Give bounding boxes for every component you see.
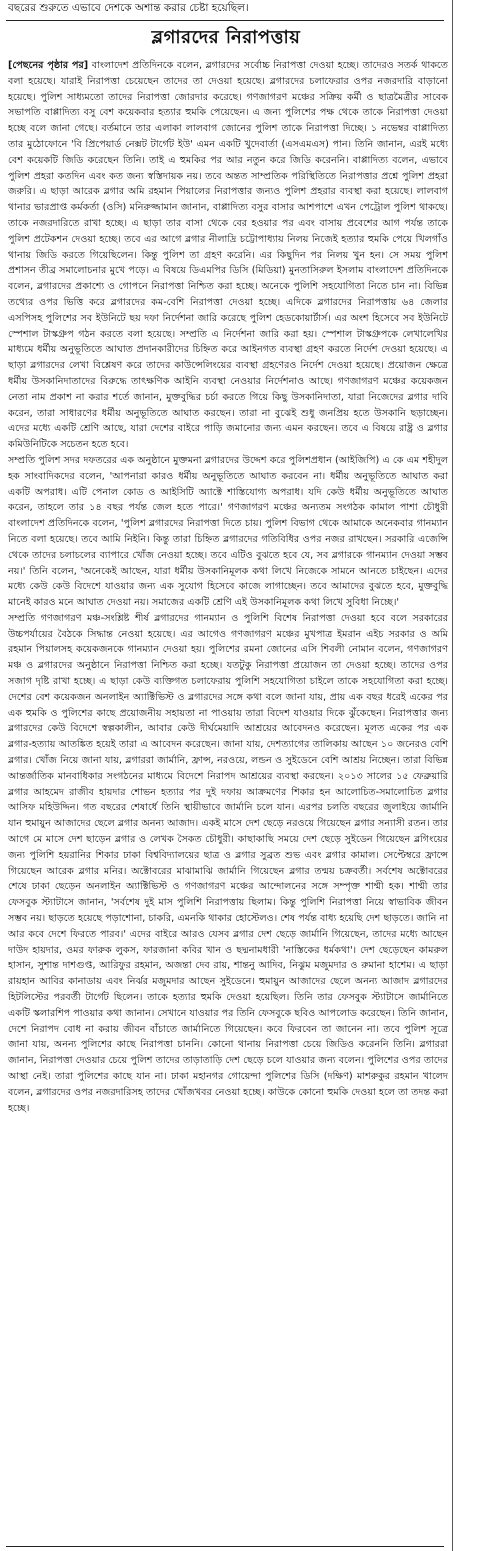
bottom-divider xyxy=(6,1546,444,1547)
column-divider xyxy=(452,0,453,1551)
paragraph-text: সম্প্রতি পুলিশ সদর দফতরের এক অনুষ্ঠানে মুক্তমনা ব্লগারদের উদ্দেশ করে পুলিশপ্রধান (আইজিপি) এ কে এম শহীদুল হক সাংবাদিকদের বলেন, 'আপনারা কারও ধর্মীয় অনুভূতিতে আঘাত করবেন না। ধর্মীয় অনুভূতিতে আঘাত করা একটি অপরাধ। এটি পেনাল কোড ও আইসিটি অ্যাক্টে শাস্তিযোগ্য অপরাধ। যদি কেউ ধর্মীয় অনুভূতিতে আঘাত করেন, তাহলে তার ১৪ বছর পর্যন্ত জেল হতে পারে।' গণজাগরণ মঞ্চের অন্যতম সংগঠক কামাল পাশা চৌধুরী বাংলাদেশ প্রতিদিনকে বলেন, 'পুলিশ ব্লগারদের নিরাপত্তা দিতে চায়। পুলিশ বিভাগ থেকে আমাকে অনেকবার গানম্যান নিতে বলা হয়েছে। তবে আমি নিইনি। কিন্তু তারা চিহ্নিত ব্লগারদের গতিবিধির ওপর নজর রাখছেন। সরকারি এজেন্সি থেকে তাদের চলাচলের ব্যাপারে খোঁজ নেওয়া হচ্ছে। তবে এটিও বুঝতে হবে যে, সব ব্লগারকে গানম্যান দেওয়া সম্ভব নয়।' তিনি বলেন, 'অনেকেই আছেন, যারা ধর্মীয় উসকানিমূলক কথা লিখে নিজেকে সামনে আনতে চাইছেন। এদের মধ্যে কেউ কেউ বিদেশে যাওয়ার জন্য এক সুযোগ হিসেবে কাজে লাগাচ্ছেন। তবে আমাদের বুঝতে হবে, মুক্তবুদ্ধি মানেই কারও মনে আঘাত দেওয়া নয়। সমাজের একটি শ্রেণি এই উসকানিমূলক কথা লিখে সুবিধা নিচ্ছে।' xyxy=(8,454,448,609)
paragraph-text: বাংলাদেশ প্রতিদিনকে বলেন, ব্লগারদের সর্বোচ্চ নিরাপত্তা দেওয়া হচ্ছে। তাদেরও সতর্ক থাকতে বলা হয়েছে। যারাই নিরাপত্তা চেয়েছেন তাদের তা দেওয়া হয়েছে। ব্লগারদের চলাফেরার ওপর নজরদারি বাড়ানো হয়েছে। পুলিশ সাধ্যমতো তাদের নিরাপত্তা জোরদার করেছে। গণজাগরণ মঞ্চের সক্রিয় কর্মী ও ছাত্রমৈত্রীর সাবেক সভাপতি বাপ্পাদিত্য বসু বেশ কয়েকবার হত্যার হুমকি পেয়েছেন। এ জন্য পুলিশের পক্ষ থেকে তাকে নিরাপত্তা দেওয়া হচ্ছে বলে জানা গেছে। বর্তমানে তার এলাকা লালবাগ জোনের পুলিশ তাকে নিরাপত্তা দিচ্ছে। ১ নভেম্বর বাপ্পাদিত্য তার মুঠোফোনে 'বি প্রিপেয়ার্ড নেক্সট টার্গেট ইউ' এমন একটি খুদেবার্তা (এসএমএস) পান। তিনি জানান, এরই মধ্যে বেশ কয়েকটি জিডি করেছেন তিনি। তাই এ হুমকির পর আর নতুন করে জিডি করেননি। বাপ্পাদিত্য বলেন, এভাবে পুলিশ প্রহরা কতদিন এবং কত জন্য স্বস্তিদায়ক নয়। তবে অন্তত সাম্প্রতিক পরিস্থিতিতে নিরাপত্তার প্রশ্নে পুলিশ প্রহরা জরুরি। এ ছাড়া আরেক ব্লগার অমি রহমান পিয়ালের নিরাপত্তার জন্যও পুলিশ প্রহরার ব্যবস্থা করা হয়েছে। লালবাগ থানার ভারপ্রাপ্ত কর্মকর্তা (ওসি) মনিরুজ্জামান জানান, বাপ্পাদিত্য বসুর বাসার আশপাশে এখন পেট্রোল পুলিশ থাকছে। তাকে নজরদারিতে রাখা হচ্ছে। এ ছাড়া তার বাসা থেকে বের হওয়ার পর এবং বাসায় প্রবেশের আগ পর্যন্ত তাকে পুলিশ প্রটেকশন দেওয়া হচ্ছে। তবে এর আগে ব্লগার নীলাদ্রি চট্টোপাধ্যায় নিলয় নিজেই হত্যার হুমকি পেয়ে খিলগাঁও থানায় জিডি করতে গিয়েছিলেন। কিন্তু পুলিশ তা গ্রহণ করেনি। এর কিছুদিন পর নিলয় খুন হন। সে সময় পুলিশ প্রশাসন তীব্র সমালোচনার মুখে পড়ে। এ বিষয়ে ডিএমপির ডিসি (মিডিয়া) মুনতাসিরুল ইসলাম বাংলাদেশ প্রতিদিনকে বলেন, ব্লগারদের প্রকাশ্যে ও গোপনে নিরাপত্তা নিশ্চিত করা হচ্ছে। অনেকে পুলিশি সহযোগিতা নিতে চান না। বিভিন্ন তথ্যের ওপর ভিত্তি করে ব্লগারদের কম-বেশি নিরাপত্তা দেওয়া হচ্ছে। এদিকে ব্লগারদের নিরাপত্তায় ৬৪ জেলার এসপিসহ পুলিশের সব ইউনিটে ছয় দফা নির্দেশনা জারি করেছে পুলিশ হেডকোয়ার্টার্স। এর অংশ হিসেবে সব ইউনিটে স্পেশাল টাস্কগ্রুপ গঠন করতে বলা হয়েছে। সম্প্রতি এ নির্দেশনা জারি করা হয়। স্পেশাল টাস্কগ্রুপকে লেখালেখির মাধ্যমে ধর্মীয় অনুভূতিতে আঘাত প্রদানকারীদের চিহ্নিত করে আইনগত ব্যবস্থা গ্রহণ করতে নির্দেশ দেওয়া হয়েছে। এ ছাড়া ব্লগারদের লেখা বিশ্লেষণ করে তাদের কাউন্সেলিংয়ের ব্যবস্থা গ্রহণেরও নির্দেশ দেওয়া হয়েছে। প্রয়োজন ক্ষেত্রে ধর্মীয় উসকানিদাতাদের বিরুদ্ধে তাৎক্ষণিক আইনি ব্যবস্থা নেওয়ার নির্দেশনাও আছে। গণজাগরণ মঞ্চের কয়েকজন নেতা নাম প্রকাশ না করার শর্তে জানান, মুক্তবুদ্ধির চর্চা করতে গিয়ে কিছু উসকানিদাতা, যারা নিজেদের ব্লগার দাবি করেন, তারা সাধারণের ধর্মীয় অনুভূতিতে আঘাত করছেন। তারা না বুঝেই শুধু জনপ্রিয় হতে উসকানি ছড়াচ্ছেন। এদের মধ্যে একটি শ্রেণি আছে, যারা দেশের বাইরে পাড়ি জমানোর জন্য এমন করছেন। তবে এ বিষয়ে রাষ্ট্র ও ব্লগার কমিউনিটিকে সচেতন হতে হবে। xyxy=(8,60,448,451)
article-paragraph xyxy=(8,453,448,611)
article-paragraph xyxy=(8,611,448,1117)
top-divider xyxy=(6,20,444,21)
jump-label: [পেছনের পৃষ্ঠার পর] xyxy=(8,60,89,71)
article-paragraph xyxy=(8,58,448,453)
adjacent-column-edge xyxy=(456,0,480,1551)
article-headline: ব্লগারদের নিরাপত্তায় xyxy=(151,27,301,48)
article-body xyxy=(8,58,448,1543)
previous-article-tail: বছরের শুরুতে এভাবে দেশকে অশান্ত করার চেষ্টা হয়েছিল। xyxy=(8,2,249,14)
paragraph-text: সম্প্রতি গণজাগরণ মঞ্চ-সংশ্লিষ্ট শীর্ষ ব্লগারদের গানম্যান ও পুলিশি বিশেষ নিরাপত্তা দেওয়া হবে বলে সরকারের উচ্চপর্যায়ের বৈঠকে সিদ্ধান্ত নেওয়া হয়েছে। এর আগেও গণজাগরণ মঞ্চের মুখপাত্র ইমরান এইচ সরকার ও অমি রহমান পিয়ালসহ কয়েকজনকে গানম্যান দেওয়া হয়। পুলিশের রমনা জোনের এসি শিবলী নোমান বলেন, গণজাগরণ মঞ্চ ও ব্লগারদের অনুষ্ঠানে নিরাপত্তা নিশ্চিত করা হচ্ছে। যতটুকু নিরাপত্তা প্রয়োজন তা দেওয়া হচ্ছে। তাদের ওপর সজাগ দৃষ্টি রাখা হচ্ছে। এ ছাড়া কেউ ব্যক্তিগত চলাফেরায় পুলিশি সহযোগিতা চাইলে তাকে সহযোগিতা করা হচ্ছে। দেশের বেশ কয়েকজন অনলাইন অ্যাক্টিভিস্ট ও ব্লগারদের সঙ্গে কথা বলে জানা যায়, প্রায় এক বছর ধরেই একের পর এক হুমকি ও পুলিশের কাছে প্রয়োজনীয় সহায়তা না পাওয়ায় তারা বিদেশ যাওয়ার দিকে ঝুঁকেছেন। নিরাপত্তার জন্য ব্লগারদের কেউ বিদেশে স্বল্পকালীন, আবার কেউ দীর্ঘমেয়াদি আশ্রয়ের আবেদনও করেছেন। মূলত একের পর এক ব্লগার-হত্যায় আতঙ্কিত হয়েই তারা এ আবেদন করেছেন। জানা যায়, দেশত্যাগের তালিকায় আছেন ১০ জনেরও বেশি ব্লগার। খোঁজ নিয়ে জানা যায়, ব্লগাররা জার্মানি, ফ্রান্স, নরওয়ে, লন্ডন ও সুইডেনে বেশি আশ্রয় নিচ্ছেন। তারা বিভিন্ন আন্তর্জাতিক মানবাধিকার সংগঠনের মাধ্যমে বিদেশে নিরাপদ আশ্রয়ের ব্যবস্থা করছেন। ২০১৩ সালের ১৫ ফেব্রুয়ারি ব্লগার আহমেদ রাজীব হায়দার শোভন হত্যার পর দুই দফায় আক্রমণের শিকার হন আলোচিত-সমালোচিত ব্লগার আসিফ মহিউদ্দিন। গত বছরের শেষার্ধে তিনি স্থায়ীভাবে জার্মানি চলে যান। এরপর চলতি বছরের জুলাইয়ে জার্মানি যান হুমায়ুন আজাদের ছেলে ব্লগার অনন্য আজাদ। একই মাসে দেশ ছেড়ে নরওয়ে গিয়েছেন ব্লগার সন্যাসী রতন। তার আগে মে মাসে দেশ ছাড়েন ব্লগার ও লেখক সৈকত চৌধুরী। কাছাকাছি সময়ে দেশ ছেড়ে সুইডেন গিয়েছেন ব্লগিংয়ের জন্য পুলিশি হয়রানির শিকার ঢাকা বিশ্ববিদ্যালয়ের ছাত্র ও ব্লগার সুব্রত শুভ এবং ব্লগার কামাল। সেপ্টেম্বরে ফ্রান্সে গিয়েছেন আরেক ব্লগার মনির। অক্টোবরের মাঝামাঝি জার্মানি গিয়েছেন ব্লগার তন্ময় চক্রবর্তী। সর্বশেষ অক্টোবরের শেষে ঢাকা ছেড়েন অনলাইন অ্যাক্টিভিস্ট ও গণজাগরণ মঞ্চের আন্দোলনের সঙ্গে সম্পৃক্ত শাম্মী হক। শাম্মী তার ফেসবুক স্ট্যাটাসে জানান, 'সর্বশেষ দুই মাস পুলিশি নিরাপত্তায় ছিলাম। কিন্তু পুলিশি নিরাপত্তা নিয়ে স্বাভাবিক জীবন সম্ভব নয়। ছাড়তে হয়েছে পড়াশোনা, চাকরি, এমনকি থাকার হোস্টেলও। শেষ পর্যন্ত বাধ্য হয়েছি দেশ ছাড়তে। জানি না আর কবে দেশে ফিরতে পারব।' এদের বাইরে আরও যেসব ব্লগার দেশ ছেড়ে জার্মানি গিয়েছেন, তাদের মধ্যে আছেন দাউদ হায়দার, ওমর ফারুক লুকস, ফারজানা কবির খান ও ছদ্মনামধারী 'নাস্তিকের ধর্মকথা'। দেশ ছেড়েছেন কামরুল হাসান, সুশান্ত দাশগুপ্ত, আরিফুর রহমান, অজন্তা দেব রায়, শান্তনু আদিব, নিঝুম মজুমদার ও রুমানা হাশেম। এ ছাড়া রায়হান আবির কানাডায় এবং নির্ঝর মজুমদার আছেন সুইডেনে। হুমায়ুন আজাদের ছেলে অনন্য আজাদ ব্লগারদের হিটলিস্টের পরবর্তী টার্গেট ছিলেন। তাকে হত্যার হুমকি দেওয়া হয়েছিল। তিনি তার ফেসবুক স্ট্যাটাসে জার্মানিতে একটি স্কলারশিপ পাওয়ার কথা জানান। সেখানে যাওয়ার পর তিনি ফেসবুকে ছবিও আপলোড করেছেন। তিনি জানান, দেশে নিরাপদ বোধ না করায় জীবন বাঁচাতে জার্মানিতে গিয়েছেন। কবে ফিরবেন তা জানেন না। তবে পুলিশ সূত্রে জানা যায়, অনন্য পুলিশের কাছে নিরাপত্তা চাননি। কোনো থানায় নিরাপত্তা চেয়ে জিডিও করেননি তিনি। ব্লগাররা জানান, নিরাপত্তা দেওয়ার চেয়ে পুলিশ তাদের তাড়াতাড়ি দেশ ছেড়ে চলে যাওয়ার জন্য বলেন। পুলিশের ওপর তাদের আস্থা নেই। তারা পুলিশের কাছে যান না। ঢাকা মহানগর গোয়েন্দা পুলিশের ডিসি (দক্ষিণ) মাশরুকুর রহমান খালেদ বলেন, ব্লগারদের ওপর নজরদারিসহ তাদের খোঁজখবর নেওয়া হচ্ছে। কাউকে কোনো হুমকি দেওয়া হলে তা তদন্ত করা হচ্ছে। xyxy=(8,612,448,1114)
